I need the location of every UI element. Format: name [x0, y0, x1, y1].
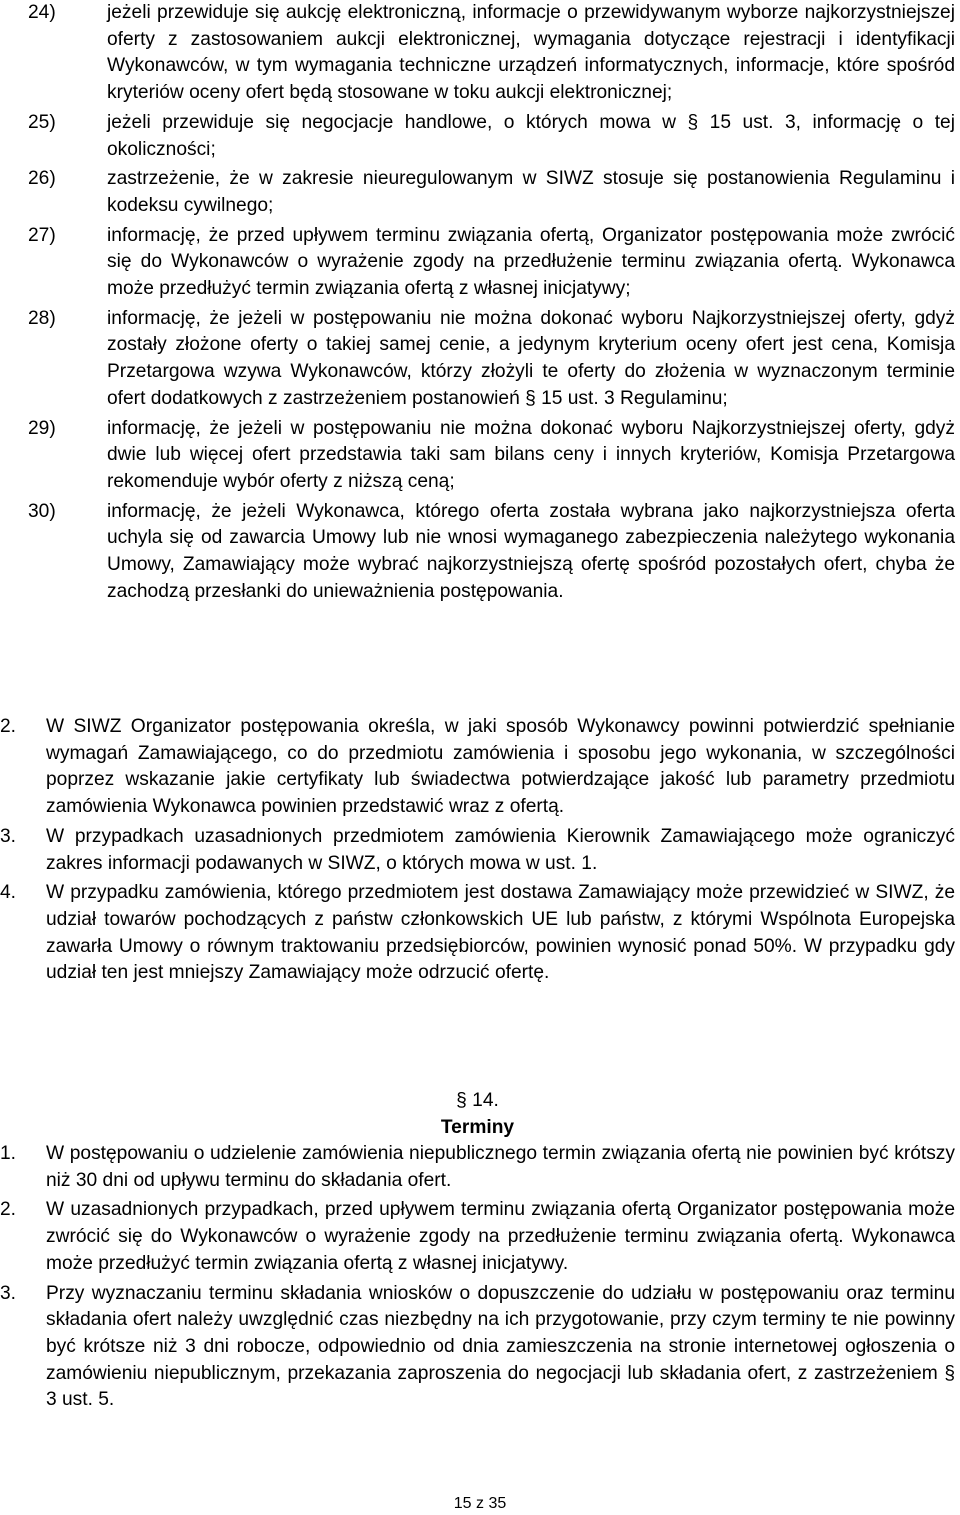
sub-point-25: [0, 110, 955, 163]
sub-point-text: zastrzeżenie, że w zakresie nieuregulowanym w SIWZ stosuje się postanowienia Regulaminu i kodeksu cywilnego;: [107, 168, 955, 216]
paragraph-number: 2.: [0, 716, 17, 737]
terms-paragraph-3: [0, 1281, 955, 1415]
paragraph-3: [0, 824, 955, 877]
section-title: Terminy: [440, 1116, 515, 1138]
paragraph-number: 2.: [0, 1199, 17, 1221]
sub-point-text: informację, że jeżeli w postępowaniu nie można dokonać wyboru Najkorzystniejszej oferty, gdyż zostały złożone oferty o takiej samej cenie, a jedynym kryterium oceny ofert jest cena, Komisja Przetargowa wzywa Wykonawców, którzy złożyli te oferty do złożenia w wyznaczonym terminie ofert dodatkowych z zastrzeżeniem postanowień § 15 ust. 3 Regulaminu;: [107, 307, 955, 409]
paragraph-number: 1.: [0, 1143, 17, 1164]
paragraph-number: 4.: [0, 882, 17, 904]
paragraph-list: [0, 714, 955, 990]
sub-point-number: 29): [28, 417, 56, 439]
page-number-footer: 15 z 35: [453, 1495, 507, 1512]
paragraph-number: 3.: [0, 1282, 17, 1304]
sub-point-27: [0, 223, 955, 303]
sub-point-26: [0, 166, 955, 219]
paragraph-4: [0, 880, 955, 987]
paragraph-text: W uzasadnionych przypadkach, przed upływem terminu związania ofertą Organizator postępowania może zwrócić się do Wykonawców o wyrażenie zgody na przedłużenie terminu związania ofertą. Wykonawca może przedłużyć termin związania ofertą z własnej inicjatywy.: [46, 1199, 955, 1274]
sub-point-number: 25): [28, 111, 56, 133]
sub-point-number: 30): [28, 500, 56, 522]
sub-point-text: jeżeli przewiduje się aukcję elektroniczną, informacje o przewidywanym wyborze najkorzystniejszej oferty z zastosowaniem aukcji elektronicznej, wymagania dotyczące rejestracji i identyfikacji Wykonawców, w tym wymagania techniczne urządzeń informatycznych, informacje, które spośród kryteriów oceny ofert będą stosowane w toku aukcji elektronicznej;: [107, 2, 955, 104]
paragraph-text: W SIWZ Organizator postępowania określa, w jaki sposób Wykonawcy powinni potwierdzić spełnianie wymagań Zamawiającego, co do przedmiotu zamówienia i sposobu jego wykonania, w szczególności poprzez wskazanie jakie certyfikaty lub świadectwa potwierdzające jakość lub parametry przedmiotu zamówienia Wykonawca powinien przedstawić wraz z ofertą.: [46, 716, 955, 818]
terms-paragraph-1: [0, 1141, 955, 1194]
sub-point-24: [0, 0, 955, 107]
sub-point-list: [0, 0, 955, 608]
paragraph-2: [0, 714, 955, 821]
sub-point-30: [0, 499, 955, 606]
paragraph-number: 3.: [0, 825, 17, 847]
sub-point-number: 24): [28, 2, 56, 23]
sub-point-text: informację, że jeżeli Wykonawca, którego oferta została wybrana jako najkorzystniejsza oferta uchyla się od zawarcia Umowy lub nie wnosi wymaganego zabezpieczenia należytego wykonania Umowy, Zamawiający może wybrać najkorzystniejszą ofertę spośród pozostałych ofert, chyba że zachodzą przesłanki do unieważnienia postępowania.: [107, 500, 955, 602]
sub-point-text: informację, że jeżeli w postępowaniu nie można dokonać wyboru Najkorzystniejszej oferty, gdyż dwie lub więcej ofert przedstawia taki sam bilans ceny i innych kryteriów, Komisja Przetargowa rekomenduje wybór oferty z niższą ceną;: [107, 417, 955, 492]
sub-point-text: jeżeli przewiduje się negocjacje handlowe, o których mowa w § 15 ust. 3, informację o tej okoliczności;: [107, 111, 955, 160]
section-number: § 14.: [456, 1090, 499, 1111]
terms-paragraph-2: [0, 1197, 955, 1277]
paragraph-text: W przypadkach uzasadnionych przedmiotem zamówienia Kierownik Zamawiającego może ograniczyć zakres informacji podawanych w SIWZ, o których mowa w ust. 1.: [46, 825, 955, 874]
sub-point-28: [0, 306, 955, 413]
paragraph-text: W przypadku zamówienia, którego przedmiotem jest dostawa Zamawiający może przewidzieć w SIWZ, że udział towarów pochodzących z państw członkowskich UE lub państw, z którymi Wspólnota Europejska zawarła Umowy o równym traktowaniu przedsiębiorców, powinien wynosić ponad 50%. W przypadku gdy udział ten jest mniejszy Zamawiający może odrzucić ofertę.: [46, 882, 955, 984]
paragraph-text: W postępowaniu o udzielenie zamówienia niepublicznego termin związania ofertą nie powinien być krótszy niż 30 dni od upływu terminu do składania ofert.: [46, 1143, 955, 1191]
terms-paragraph-list: [0, 1141, 955, 1417]
paragraph-text: Przy wyznaczaniu terminu składania wniosków o dopuszczenie do udziału w postępowaniu oraz terminu składania ofert należy uwzględnić czas niezbędny na ich przygotowanie, przy czym terminy te nie powinny być krótsze niż 3 dni robocze, odpowiednio od dnia zamieszczenia na stronie internetowej ogłoszenia o zamówieniu niepublicznym, przekazania zaproszenia do negocjacji lub składania ofert, z zastrzeżeniem § 3 ust. 5.: [46, 1282, 955, 1411]
sub-point-29: [0, 416, 955, 496]
sub-point-number: 26): [28, 168, 56, 190]
sub-point-text: informację, że przed upływem terminu związania ofertą, Organizator postępowania może zwrócić się do Wykonawców o wyrażenie zgody na przedłużenie terminu związania ofertą. Wykonawca może przedłużyć termin związania ofertą z własnej inicjatywy;: [107, 224, 955, 300]
sub-point-number: 28): [28, 307, 56, 329]
section-heading: [0, 1088, 955, 1141]
sub-point-number: 27): [28, 224, 56, 246]
